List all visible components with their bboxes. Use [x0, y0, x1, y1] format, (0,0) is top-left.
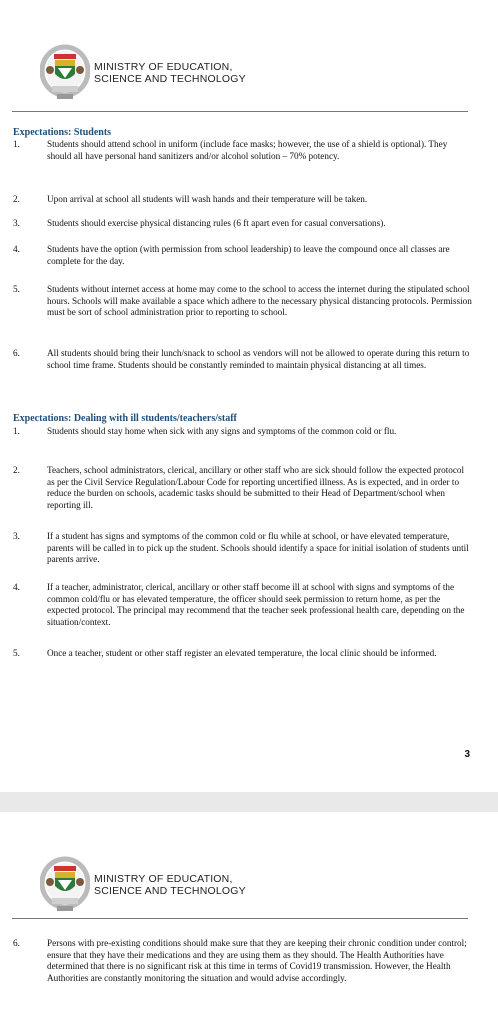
item-number: 3.: [13, 531, 20, 541]
item-text: Students have the option (with permission from school leadership) to leave the compound once all classes are complete for the day.: [47, 244, 450, 266]
header-divider: [12, 918, 468, 920]
list-item: [13, 218, 473, 230]
list-item: [13, 531, 473, 566]
list-item: [13, 938, 473, 984]
list-item: [13, 284, 473, 319]
ministry-title-line1: MINISTRY OF EDUCATION,: [94, 873, 233, 885]
list-item: [13, 582, 473, 628]
item-number: 6.: [13, 348, 20, 358]
list-item: [13, 465, 473, 511]
item-text: Persons with pre-existing conditions should make sure that they are keeping their chronic condition under control; ensure that they have their medications and they are using them as they should. The Health Authorities have determined that there is no significant risk at this time in terms of Covid19 transmission. However, the Health Authorities are constantly monitoring the situation and would advise accordingly.: [47, 938, 467, 983]
ministry-title-line1: MINISTRY OF EDUCATION,: [94, 61, 233, 73]
list-item: [13, 194, 473, 206]
item-text: Upon arrival at school all students will wash hands and their temperature will be taken.: [47, 194, 368, 204]
item-number: 1.: [13, 139, 20, 149]
ministry-header: [40, 856, 246, 914]
ministry-header: [40, 44, 246, 102]
item-text: Students should stay home when sick with any signs and symptoms of the common cold or flu.: [47, 426, 397, 436]
item-number: 2.: [13, 194, 20, 204]
item-number: 4.: [13, 244, 20, 254]
page-number: 3: [464, 749, 470, 760]
item-text: If a student has signs and symptoms of the common cold or flu while at school, or have elevated temperature, parents will be called in to pick up the student. Schools should identify a space for initial isolation of students until parents arrive.: [47, 531, 469, 565]
coat-of-arms-icon: [40, 44, 90, 102]
item-text: Students without internet access at home may come to the school to access the internet during the stipulated school hours. Schools will make available a space which adhere to the necessary physical distancing protocols. Permission must be sort of school administration prior to reporting to school.: [47, 284, 472, 318]
ministry-title: [94, 873, 246, 897]
ministry-title-line2: SCIENCE AND TECHNOLOGY: [94, 885, 246, 897]
item-number: 3.: [13, 218, 20, 228]
item-number: 5.: [13, 284, 20, 294]
coat-of-arms-icon: [40, 856, 90, 914]
item-number: 6.: [13, 938, 20, 948]
header-divider: [12, 111, 468, 113]
section-title-ill: Expectations: Dealing with ill students/teachers/staff: [13, 413, 237, 424]
item-number: 2.: [13, 465, 20, 475]
item-text: Once a teacher, student or other staff register an elevated temperature, the local clinic should be informed.: [47, 648, 437, 658]
list-item: [13, 244, 473, 267]
item-number: 1.: [13, 426, 20, 436]
list-item: [13, 426, 473, 438]
list-item: [13, 348, 473, 371]
item-text: All students should bring their lunch/snack to school as vendors will not be allowed to operate during this return to school time frame. Students should be constantly reminded to maintain physical distancing at all times.: [47, 348, 470, 370]
list-item: [13, 139, 473, 162]
ministry-title: [94, 61, 246, 85]
item-number: 4.: [13, 582, 20, 592]
section-title-students: Expectations: Students: [13, 127, 112, 138]
ministry-title-line2: SCIENCE AND TECHNOLOGY: [94, 73, 246, 85]
item-text: Students should exercise physical distancing rules (6 ft apart even for casual conversations).: [47, 218, 386, 228]
item-number: 5.: [13, 648, 20, 658]
item-text: Students should attend school in uniform (include face masks; however, the use of a shield is optional). They should all have personal hand sanitizers and/or alcohol solution – 70% potency.: [47, 139, 448, 161]
item-text: Teachers, school administrators, clerical, ancillary or other staff who are sick should follow the expected protocol as per the Civil Service Regulation/Labour Code for reporting uncertified illness. As is expected, and in order to reduce the burden on schools, academic tasks should be submitted to their Head of Department/school when reporting ill.: [47, 465, 465, 510]
document-page-2: [0, 812, 498, 1024]
list-item: [13, 648, 473, 660]
item-text: If a teacher, administrator, clerical, ancillary or other staff become ill at school with signs and symptoms of the common cold/flu or has elevated temperature, the officer should seek permission to return home, as per the expected protocol. The principal may recommend that the teacher seek professional health care, depending on the situation/context.: [47, 582, 465, 627]
